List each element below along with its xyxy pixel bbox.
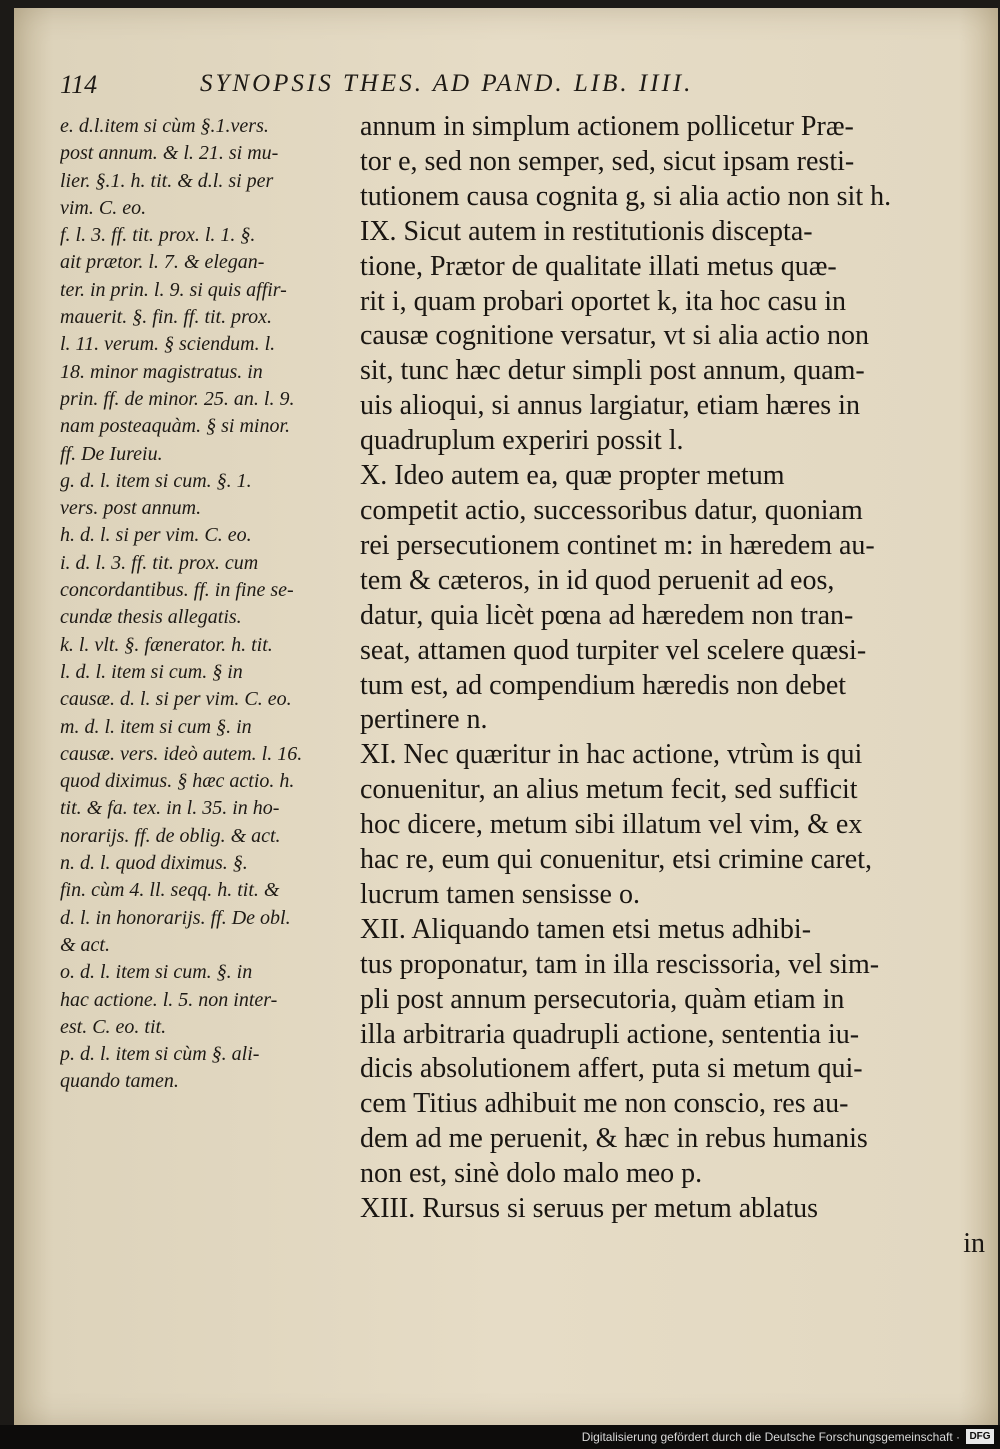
margin-note-line: h. d. l. si per vim. C. eo. <box>60 524 252 547</box>
margin-note-line: prin. ff. de minor. 25. an. l. 9. <box>60 387 295 410</box>
margin-note-line: vers. post annum. <box>60 497 202 520</box>
body-text-line: causæ cognitione versatur, vt si alia actio non <box>360 320 869 352</box>
margin-note-line: m. d. l. item si cum §. in <box>60 715 252 738</box>
body-text-line: conuenitur, an alius metum fecit, sed sufficit <box>360 774 858 806</box>
body-text-line: rei persecutionem continet m: in hæredem au- <box>360 529 875 561</box>
margin-note-line: g. d. l. item si cum. §. 1. <box>60 469 252 492</box>
margin-note-line: e. d.l.item si cùm §.1.vers. <box>60 115 269 137</box>
body-text-line: pli post annum persecutoria, quàm etiam in <box>360 983 845 1015</box>
body-text-line: lucrum tamen sensisse o. <box>360 878 640 910</box>
margin-note-line: p. d. l. item si cùm §. ali- <box>60 1043 260 1066</box>
body-text-line: non est, sinè dolo malo meo p. <box>360 1158 703 1190</box>
margin-note-line: ter. in prin. l. 9. si quis affir- <box>60 278 287 301</box>
margin-note-line: i. d. l. 3. ff. tit. prox. cum <box>60 551 259 574</box>
body-text-line: X. Ideo autem ea, quæ propter metum <box>360 460 785 492</box>
body-text-line: dicis absolutionem affert, puta si metum qui- <box>360 1053 863 1085</box>
body-text-line: cem Titius adhibuit me non conscio, res au- <box>360 1088 849 1120</box>
margin-note-line: post annum. & l. 21. si mu- <box>60 142 279 165</box>
body-text-line: hoc dicere, metum sibi illatum vel vim, & ex <box>360 809 863 841</box>
margin-note-line: l. 11. verum. § sciendum. l. <box>60 333 276 356</box>
body-text-line: quadruplum experiri possit l. <box>360 425 684 457</box>
margin-note-line: lier. §.1. h. tit. & d.l. si per <box>60 169 274 192</box>
running-head: SYNOPSIS THES. AD PAND. LIB. IIII. <box>200 70 694 97</box>
body-text-line: competit actio, successoribus datur, quoniam <box>360 494 863 526</box>
margin-note-line: ait prætor. l. 7. & elegan- <box>60 251 265 274</box>
margin-note-line: tit. & fa. tex. in l. 35. in ho- <box>60 797 280 820</box>
body-text-line: datur, quia licèt pœna ad hæredem non tran- <box>360 599 854 631</box>
body-text-line: tum est, ad compendium hæredis non debet <box>360 669 847 701</box>
body-text-line: in <box>963 1228 985 1259</box>
margin-note-line: d. l. in honorarijs. ff. De obl. <box>60 906 291 929</box>
margin-note-line: vim. C. eo. <box>60 196 147 219</box>
body-text-line: dem ad me peruenit, & hæc in rebus humanis <box>360 1123 868 1155</box>
margin-note-line: cundæ thesis allegatis. <box>60 606 242 629</box>
body-text-line: annum in simplum actionem pollicetur Præ- <box>360 111 854 142</box>
margin-note-line: est. C. eo. tit. <box>60 1015 167 1038</box>
body-text-line: XI. Nec quæritur in hac actione, vtrùm is qui <box>360 739 863 771</box>
body-text-line: XII. Aliquando tamen etsi metus adhibi- <box>360 913 812 945</box>
body-text-line: tor e, sed non semper, sed, sicut ipsam resti- <box>360 145 855 177</box>
margin-note-line: fin. cùm 4. ll. seqq. h. tit. & <box>60 879 280 902</box>
margin-note-line: k. l. vlt. §. fænerator. h. tit. <box>60 633 273 656</box>
body-text-line: tutionem causa cognita g, si alia actio non sit h. <box>360 180 892 212</box>
margin-note-line: 18. minor magistratus. in <box>60 360 263 383</box>
body-text-line: hac re, eum qui conuenitur, etsi crimine caret, <box>360 844 872 876</box>
body-text-line: tem & cæteros, in id quod peruenit ad eos, <box>360 564 835 596</box>
body-text-line: tione, Prætor de qualitate illati metus quæ- <box>360 250 837 282</box>
body-text-line: seat, attamen quod turpiter vel scelere quæsi- <box>360 634 867 666</box>
margin-note-line: & act. <box>60 933 110 956</box>
body-text-line: tus proponatur, tam in illa rescissoria, vel sim- <box>360 948 880 980</box>
footer-bar <box>0 1425 1000 1449</box>
margin-note-line: causæ. vers. ideò autem. l. 16. <box>60 742 303 765</box>
page-header <box>60 70 890 106</box>
margin-note-line: concordantibus. ff. in fine se- <box>60 579 294 602</box>
margin-note-line: quando tamen. <box>60 1070 179 1093</box>
body-text-line: illa arbitraria quadrupli actione, sententia iu- <box>360 1018 860 1050</box>
margin-note-line: ff. De Iureiu. <box>60 442 163 465</box>
body-text-line: pertinere n. <box>360 704 488 736</box>
margin-note-line: nam posteaquàm. § si minor. <box>60 415 291 438</box>
dfg-logo: DFG <box>966 1429 994 1444</box>
margin-note-line: o. d. l. item si cum. §. in <box>60 961 253 984</box>
body-text-line: XIII. Rursus si seruus per metum ablatus <box>360 1193 819 1225</box>
body-text-line: sit, tunc hæc detur simpli post annum, quam- <box>360 355 865 387</box>
margin-note-line: f. l. 3. ff. tit. prox. l. 1. §. <box>60 224 256 247</box>
page-number: 114 <box>60 70 98 99</box>
margin-note-line: l. d. l. item si cum. § in <box>60 660 243 683</box>
margin-note-line: hac actione. l. 5. non inter- <box>60 988 278 1011</box>
body-text-line: IX. Sicut autem in restitutionis discepta- <box>360 215 813 247</box>
body-text-line: rit i, quam probari oportet k, ita hoc casu in <box>360 285 846 317</box>
body-text <box>360 110 985 1262</box>
margin-notes <box>60 113 370 1096</box>
footer-credit: Digitalisierung gefördert durch die Deutsche Forschungsgemeinschaft · <box>581 1430 960 1444</box>
margin-note-line: n. d. l. quod diximus. §. <box>60 852 248 875</box>
margin-note-line: causæ. d. l. si per vim. C. eo. <box>60 688 292 711</box>
margin-note-line: mauerit. §. fin. ff. tit. prox. <box>60 306 273 329</box>
body-text-line: uis alioqui, si annus largiatur, etiam hæres in <box>360 390 860 422</box>
margin-note-line: norarijs. ff. de oblig. & act. <box>60 824 281 847</box>
margin-note-line: quod diximus. § hæc actio. h. <box>60 770 295 793</box>
